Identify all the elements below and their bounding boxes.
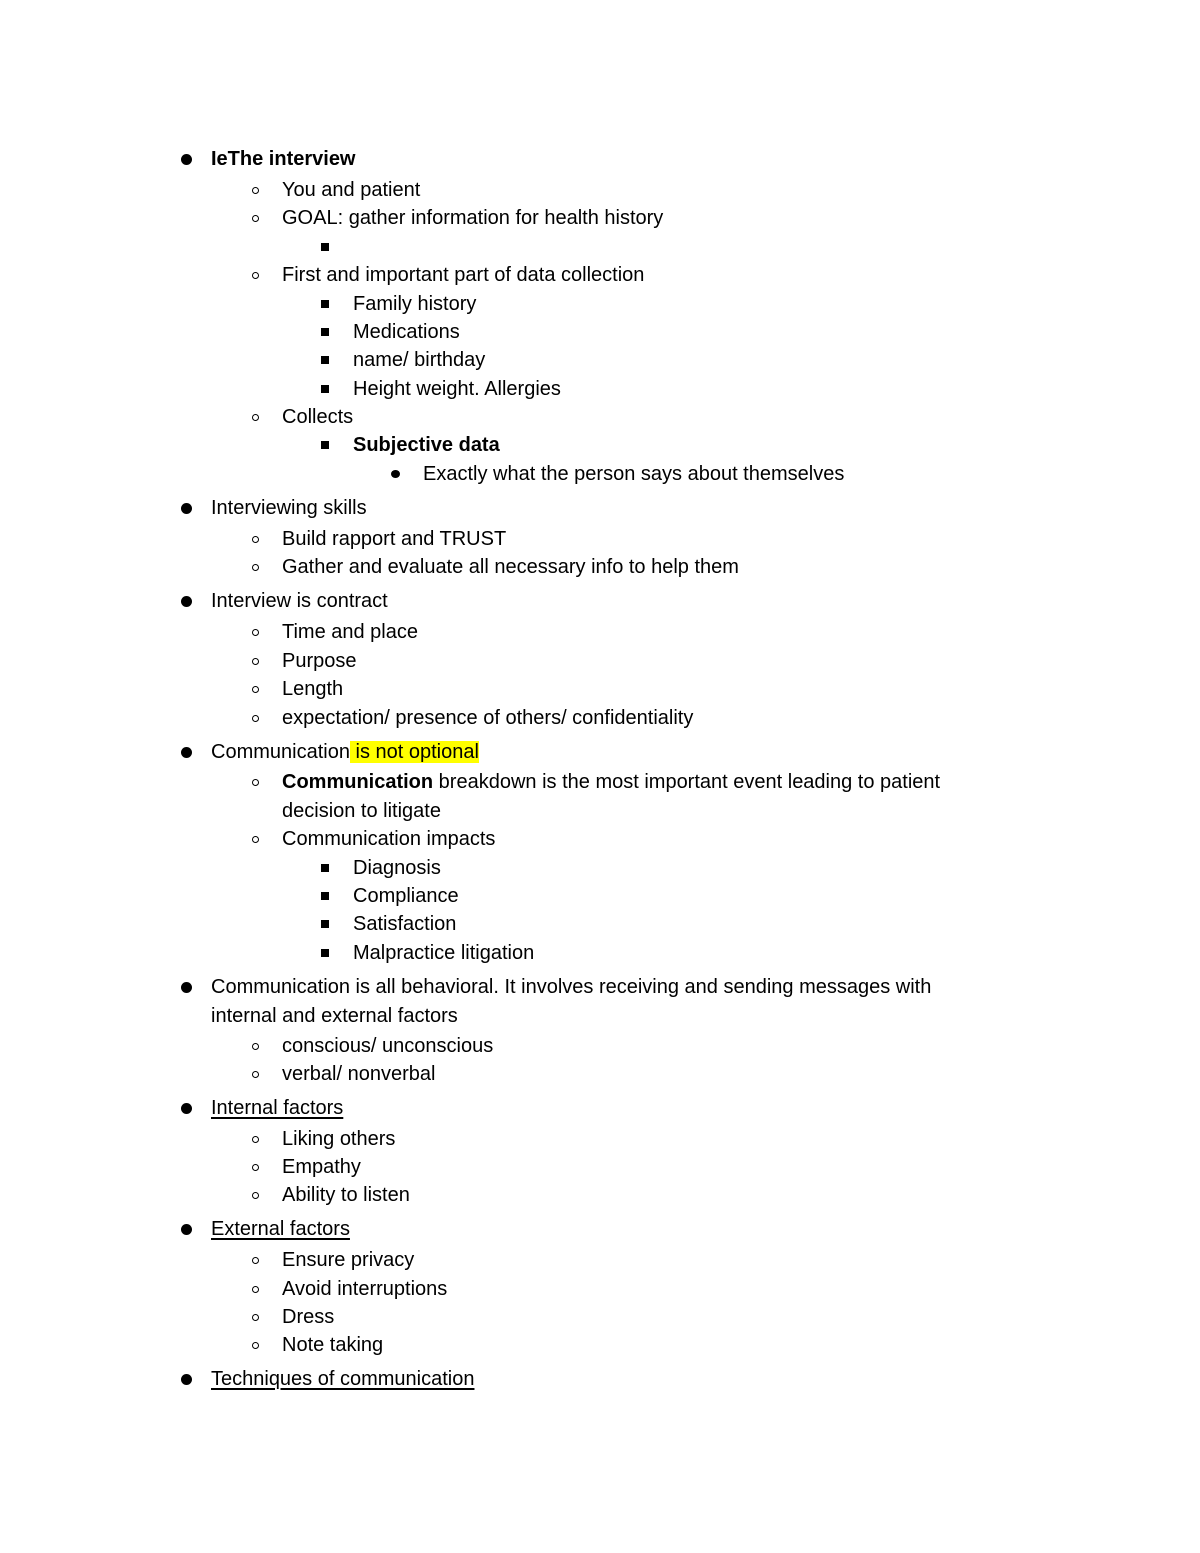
circle-bullet-icon (245, 1060, 265, 1088)
circle-bullet-icon (245, 675, 265, 703)
underlined-heading: Internal factors (211, 1097, 344, 1119)
list-item-text: Diagnosis (353, 857, 441, 879)
list-item-text: Interview is contract (211, 590, 388, 612)
square-bullet-icon (316, 910, 334, 938)
list-item-text: Medications (353, 321, 460, 343)
highlighted-text: is not optional (349, 741, 479, 763)
list-item-text: You and patient (282, 179, 421, 201)
circle-bullet-icon (245, 647, 265, 675)
square-bullet-icon (316, 233, 334, 261)
circle-bullet-icon (245, 403, 265, 431)
list-item-text (211, 738, 479, 766)
disc-bullet-icon (176, 494, 196, 522)
circle-bullet-icon (245, 1303, 265, 1331)
list-item-text: Empathy (282, 1156, 361, 1178)
square-bullet-icon (316, 882, 334, 910)
circle-bullet-icon (245, 1246, 265, 1274)
list-item-text: internal and external factors (211, 1005, 458, 1027)
list-item-text: expectation/ presence of others/ confidentiality (282, 707, 694, 729)
bold-term: Communication (282, 771, 434, 793)
circle-bullet-icon (245, 204, 265, 232)
disc-bullet-icon (176, 1094, 196, 1122)
circle-bullet-icon (245, 261, 265, 289)
disc-bullet-icon (176, 587, 196, 615)
circle-bullet-icon (245, 176, 265, 204)
list-item-text: Subjective data (353, 434, 500, 456)
circle-bullet-icon (245, 553, 265, 581)
heading-interview: IeThe interview (211, 148, 356, 170)
circle-bullet-icon (245, 1153, 265, 1181)
disc-bullet-icon (176, 738, 196, 766)
list-item-text: verbal/ nonverbal (282, 1063, 436, 1085)
list-item-text: Collects (282, 406, 354, 428)
list-item-text: Malpractice litigation (353, 942, 535, 964)
list-item-text: Communication impacts (282, 828, 496, 850)
underlined-heading: External factors (211, 1218, 350, 1240)
circle-bullet-icon (245, 1181, 265, 1209)
square-bullet-icon (316, 431, 334, 459)
list-item-text: Family history (353, 293, 477, 315)
circle-bullet-icon (245, 768, 265, 796)
circle-bullet-icon (245, 1331, 265, 1359)
list-item-text: Note taking (282, 1334, 384, 1356)
sentence-text: breakdown is the most important event leading to patient (433, 771, 941, 793)
list-item-text: Ability to listen (282, 1184, 410, 1206)
list-item-text: GOAL: gather information for health history (282, 207, 664, 229)
circle-bullet-icon (245, 1275, 265, 1303)
list-item-text: Ensure privacy (282, 1249, 415, 1271)
square-bullet-icon (316, 290, 334, 318)
list-item-text: Satisfaction (353, 913, 457, 935)
circle-bullet-icon (245, 825, 265, 853)
list-item-text: Dress (282, 1306, 335, 1328)
list-item-text: Build rapport and TRUST (282, 528, 507, 550)
list-item-text: decision to litigate (282, 800, 441, 822)
list-item-text: name/ birthday (353, 349, 486, 371)
list-item-text: Height weight. Allergies (353, 378, 561, 400)
list-item-text: conscious/ unconscious (282, 1035, 494, 1057)
circle-bullet-icon (245, 1125, 265, 1153)
disc-bullet-icon (176, 973, 196, 1001)
list-item-text: Purpose (282, 650, 357, 672)
underlined-heading: Techniques of communication (211, 1368, 475, 1390)
circle-bullet-icon (245, 618, 265, 646)
list-item-text: Liking others (282, 1128, 396, 1150)
circle-bullet-icon (245, 704, 265, 732)
list-item-text (282, 768, 940, 796)
small-disc-bullet-icon (386, 460, 404, 488)
disc-bullet-icon (176, 1215, 196, 1243)
list-item-text: Exactly what the person says about themselves (423, 463, 845, 485)
list-item-text: First and important part of data collection (282, 264, 645, 286)
list-item-text: Length (282, 678, 344, 700)
square-bullet-icon (316, 346, 334, 374)
list-item-text: Time and place (282, 621, 418, 643)
circle-bullet-icon (245, 1032, 265, 1060)
communication-label: Communication (211, 741, 350, 763)
square-bullet-icon (316, 854, 334, 882)
list-item-text: Compliance (353, 885, 459, 907)
square-bullet-icon (316, 375, 334, 403)
square-bullet-icon (316, 939, 334, 967)
disc-bullet-icon (176, 1365, 196, 1393)
disc-bullet-icon (176, 145, 196, 173)
list-item-text: Communication is all behavioral. It involves receiving and sending messages with (211, 976, 932, 998)
list-item-text: Avoid interruptions (282, 1278, 448, 1300)
square-bullet-icon (316, 318, 334, 346)
list-item-text: Gather and evaluate all necessary info to help them (282, 556, 739, 578)
circle-bullet-icon (245, 525, 265, 553)
list-item-text: Interviewing skills (211, 497, 367, 519)
